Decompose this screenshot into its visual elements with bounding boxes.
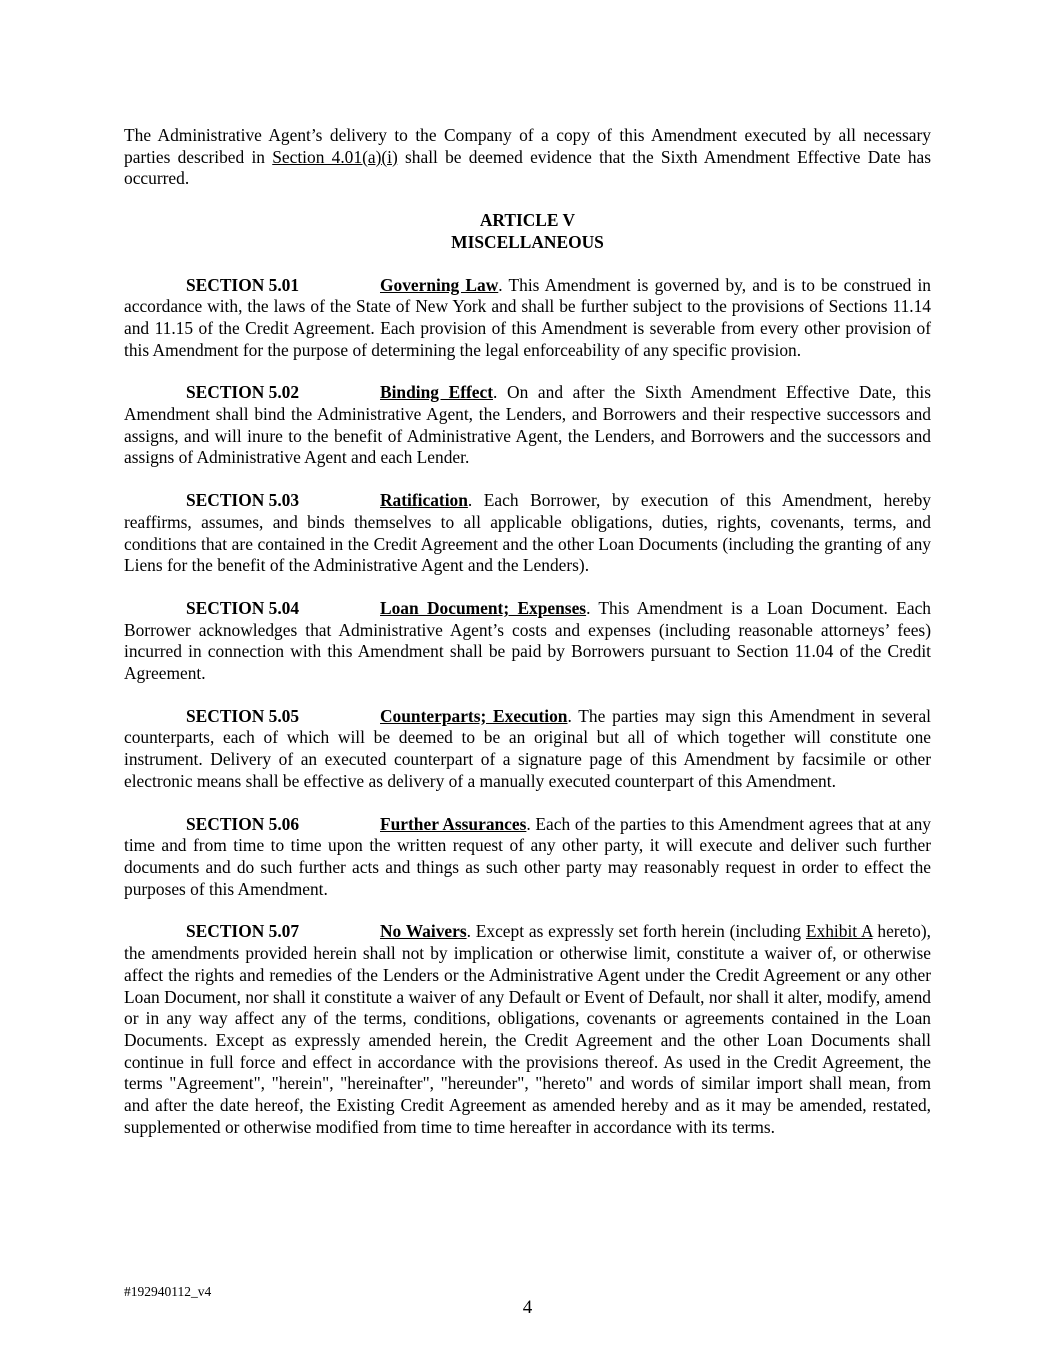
article-heading [124, 210, 931, 253]
section-5-04 [124, 598, 931, 685]
section-body: . This Amendment is a Loan Document. Each Borrower acknowledges that Administrative Agent’s costs and expenses (including reasonable attorneys’ fees) incurred in connection with this Amendment shall be paid by Borrowers pursuant to Section 11.04 of the Credit Agreement. [124, 597, 931, 684]
section-body: . Each of the parties to this Amendment agrees that at any time and from time to time upon the written request of any other party, it will execute and deliver such further documents and do such further acts and things as such other party may reasonably request in order to effect the purposes of this Amendment. [124, 813, 931, 899]
exhibit-reference: Exhibit A [805, 921, 873, 942]
section-5-03 [124, 490, 931, 577]
section-number: SECTION 5.06 [186, 813, 300, 834]
section-number: SECTION 5.01 [186, 274, 300, 295]
section-title: No Waivers [380, 921, 467, 942]
page-number: 4 [522, 1297, 533, 1318]
intro-paragraph: The Administrative Agent’s delivery to the Company of a copy of this Amendment executed by all necessary parties described in Section 4.01(a)(i) shall be deemed evidence that the Sixth Amendment Effective Date has occurred. [124, 125, 931, 189]
section-number: SECTION 5.05 [186, 705, 300, 726]
article-title: MISCELLANEOUS [451, 231, 604, 252]
article-number: ARTICLE V [479, 210, 576, 231]
section-title: Ratification [380, 490, 468, 511]
document-id: #192940112_v4 [124, 1284, 212, 1299]
section-reference: Section 4.01(a)(i) [272, 146, 398, 167]
section-title: Loan Document; Expenses [380, 597, 587, 618]
section-title: Counterparts; Execution [380, 705, 568, 726]
section-number: SECTION 5.02 [186, 382, 300, 403]
section-5-01 [124, 275, 931, 362]
section-body: . On and after the Sixth Amendment Effective Date, this Amendment shall bind the Administrative Agent, the Lenders, and Borrowers and their respective successors and assigns, and will inure to the benefit of Administrative Agent, the Lenders, and Borrowers and the successors and assigns of Administrative Agent and each Lender. [124, 382, 931, 468]
section-5-05 [124, 706, 931, 793]
section-5-07 [124, 921, 931, 1138]
section-5-06 [124, 814, 931, 901]
section-title: Governing Law [380, 274, 499, 295]
section-5-02 [124, 382, 931, 469]
section-title: Binding Effect [380, 382, 494, 403]
section-body-continued: hereto), the amendments provided herein shall not by implication or otherwise limit, constitute a waiver of, or otherwise affect the rights and remedies of the Lenders or the Administrative Agent under the Credit Agreement or any other Loan Document, nor shall it constitute a waiver of any Default or Event of Default, nor shall it alter, modify, amend or in any way affect any of the terms, conditions, obligations, covenants or agreements contained in the Loan Documents. Except as expressly amended herein, the Credit Agreement and the other Loan Documents shall continue in full force and effect in accordance with the provisions thereof. As used in the Credit Agreement, the terms "Agreement", "herein", "hereinafter", "hereunder", "hereto" and words of similar import shall mean, from and after the date hereof, the Existing Credit Agreement as amended hereby and as it may be amended, restated, supplemented or otherwise modified from time to time hereafter in accordance with its terms. [124, 921, 931, 1137]
section-body: . This Amendment is governed by, and is to be construed in accordance with, the laws of the State of New York and shall be further subject to the provisions of Sections 11.14 and 11.15 of the Credit Agreement. Each provision of this Amendment is severable from every other provision of this Amendment for the purpose of determining the legal enforceability of any specific provision. [124, 274, 932, 360]
section-number: SECTION 5.04 [186, 597, 300, 618]
section-body: . Except as expressly set forth herein (including [466, 921, 806, 942]
section-title: Further Assurances [380, 813, 527, 834]
section-number: SECTION 5.07 [186, 921, 300, 942]
section-body: . The parties may sign this Amendment in several counterparts, each of which will be deemed to be an original but all of which together will constitute one instrument. Delivery of an executed counterpart of a signature page of this Amendment by facsimile or other electronic means shall be effective as delivery of a manually executed counterpart of this Amendment. [124, 705, 931, 791]
section-number: SECTION 5.03 [186, 490, 300, 511]
document-page [124, 125, 931, 1159]
section-body: . Each Borrower, by execution of this Amendment, hereby reaffirms, assumes, and binds themselves to all applicable obligations, duties, rights, covenants, terms, and conditions that are contained in the Credit Agreement and the other Loan Documents (including the granting of any Liens for the benefit of the Administrative Agent and the Lenders). [124, 490, 931, 576]
